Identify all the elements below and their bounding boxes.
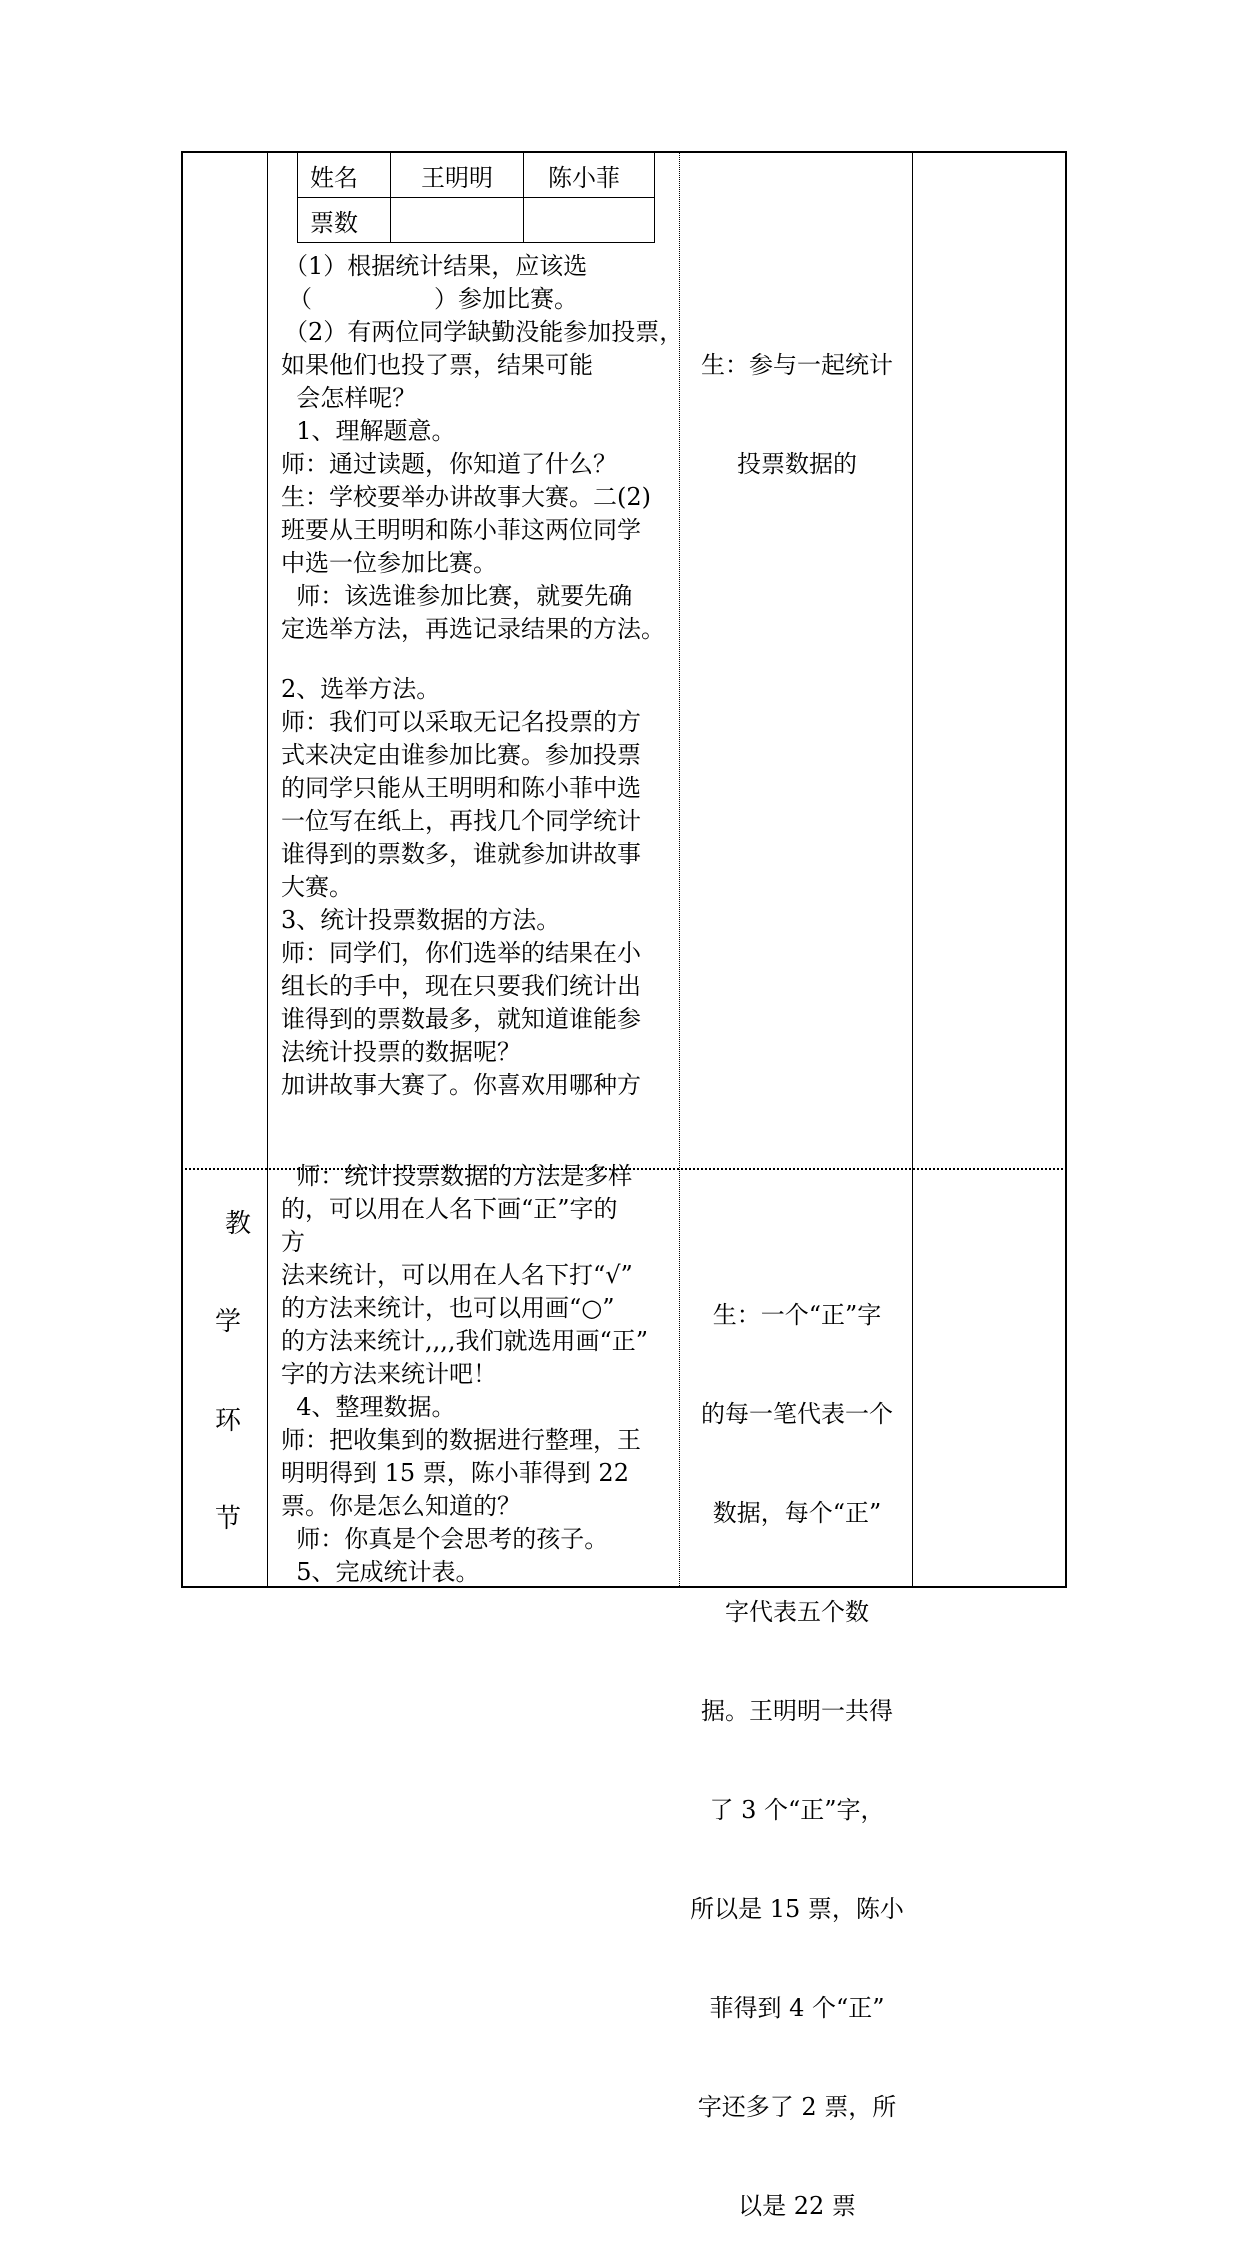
text-line: （1）根据统计结果，应该选	[284, 252, 588, 280]
text-line: 一位写在纸上，再找几个同学统计	[281, 807, 641, 835]
text-line: 菲得到 4 个“正”	[709, 1994, 885, 2022]
text-line: 谁得到的票数多，谁就参加讲故事	[281, 840, 641, 868]
side-label: 节	[215, 1504, 242, 1534]
text-line: 师：同学们，你们选举的结果在小	[281, 939, 641, 967]
vote-table-cell-chen	[524, 198, 655, 243]
text-line: 加讲故事大赛了。你喜欢用哪种方	[281, 1071, 641, 1099]
vote-table	[297, 152, 655, 243]
text-line: 定选举方法，再选记录结果的方法。	[281, 615, 665, 643]
text-line: 师：该选谁参加比赛，就要先确	[281, 582, 633, 610]
text-line: 师：把收集到的数据进行整理，王	[281, 1426, 641, 1454]
text-line: 法来统计，可以用在人名下打“√”	[281, 1261, 633, 1289]
text-line: 会怎样呢？	[281, 384, 417, 412]
text-line: 票。你是怎么知道的？	[281, 1492, 521, 1520]
text-line: 大赛。	[281, 873, 353, 901]
text-line: 的方法来统计,,,,我们就选用画“正”	[281, 1327, 649, 1355]
text-line: 师：你真是个会思考的孩子。	[281, 1525, 609, 1553]
text-line: 以是 22 票	[738, 2192, 856, 2220]
vote-table-header-chen: 陈小菲	[524, 153, 655, 198]
text-line: 3、统计投票数据的方法。	[281, 906, 561, 934]
text-line: 据。王明明一共得	[701, 1697, 893, 1725]
column-divider	[267, 151, 268, 1588]
text-line: 师：我们可以采取无记名投票的方	[281, 708, 641, 736]
text-line: 了 3 个“正”字，	[709, 1796, 885, 1824]
column-divider	[679, 151, 680, 1588]
text-line: 生：学校要举办讲故事大赛。二(2)	[281, 483, 651, 511]
text-line: 师：通过读题，你知道了什么？	[281, 450, 617, 478]
text-line: 数据，每个“正”	[712, 1499, 882, 1527]
student-response	[683, 283, 911, 514]
text-line: 投票数据的	[737, 450, 857, 478]
text-line: 谁得到的票数最多，就知道谁能参	[281, 1005, 641, 1033]
text-line: 所以是 15 票，陈小	[690, 1895, 904, 1923]
text-line: 的方法来统计，也可以用画“○”	[281, 1294, 615, 1322]
text-line: 如果他们也投了票，结果可能	[281, 351, 593, 379]
column-divider	[912, 151, 913, 1588]
vote-table-header-name: 姓名	[298, 153, 391, 198]
text-line: 5、完成统计表。	[281, 1558, 480, 1586]
text-line: 中选一位参加比赛。	[281, 549, 497, 577]
text-line: 1、理解题意。	[281, 417, 456, 445]
vote-table-row-label: 票数	[298, 198, 391, 243]
text-line: 生：一个“正”字	[712, 1301, 882, 1329]
text-line: 的每一笔代表一个	[701, 1400, 893, 1428]
text-line: 式来决定由谁参加比赛。参加投票	[281, 741, 641, 769]
text-line: 方	[281, 1228, 305, 1256]
text-line: 法统计投票的数据呢？	[281, 1038, 521, 1066]
text-line: 组长的手中，现在只要我们统计出	[281, 972, 641, 1000]
text-line: （ ）参加比赛。	[288, 285, 579, 313]
text-line: 明明得到 15 票，陈小菲得到 22	[281, 1459, 629, 1487]
text-line: 的同学只能从王明明和陈小菲中选	[281, 774, 641, 802]
text-line: 师：统计投票数据的方法是多样	[281, 1162, 633, 1190]
vote-table-header-wang: 王明明	[391, 153, 524, 198]
text-line: 字代表五个数	[725, 1598, 869, 1626]
text-line: （2）有两位同学缺勤没能参加投票，	[284, 318, 684, 346]
text-line: 的，可以用在人名下画“正”字的	[281, 1195, 618, 1223]
text-line: 字还多了 2 票，所	[697, 2093, 897, 2121]
text-line: 字的方法来统计吧！	[281, 1360, 497, 1388]
vote-table-cell-wang	[391, 198, 524, 243]
text-line: 4、整理数据。	[281, 1393, 456, 1421]
text-line: 2、选举方法。	[281, 675, 441, 703]
side-label: 教	[225, 1209, 252, 1239]
side-label: 环	[215, 1406, 242, 1436]
text-line: 班要从王明明和陈小菲这两位同学	[281, 516, 641, 544]
student-response	[683, 1233, 911, 2256]
side-label: 学	[215, 1307, 242, 1337]
text-line: 生：参与一起统计	[701, 351, 893, 379]
